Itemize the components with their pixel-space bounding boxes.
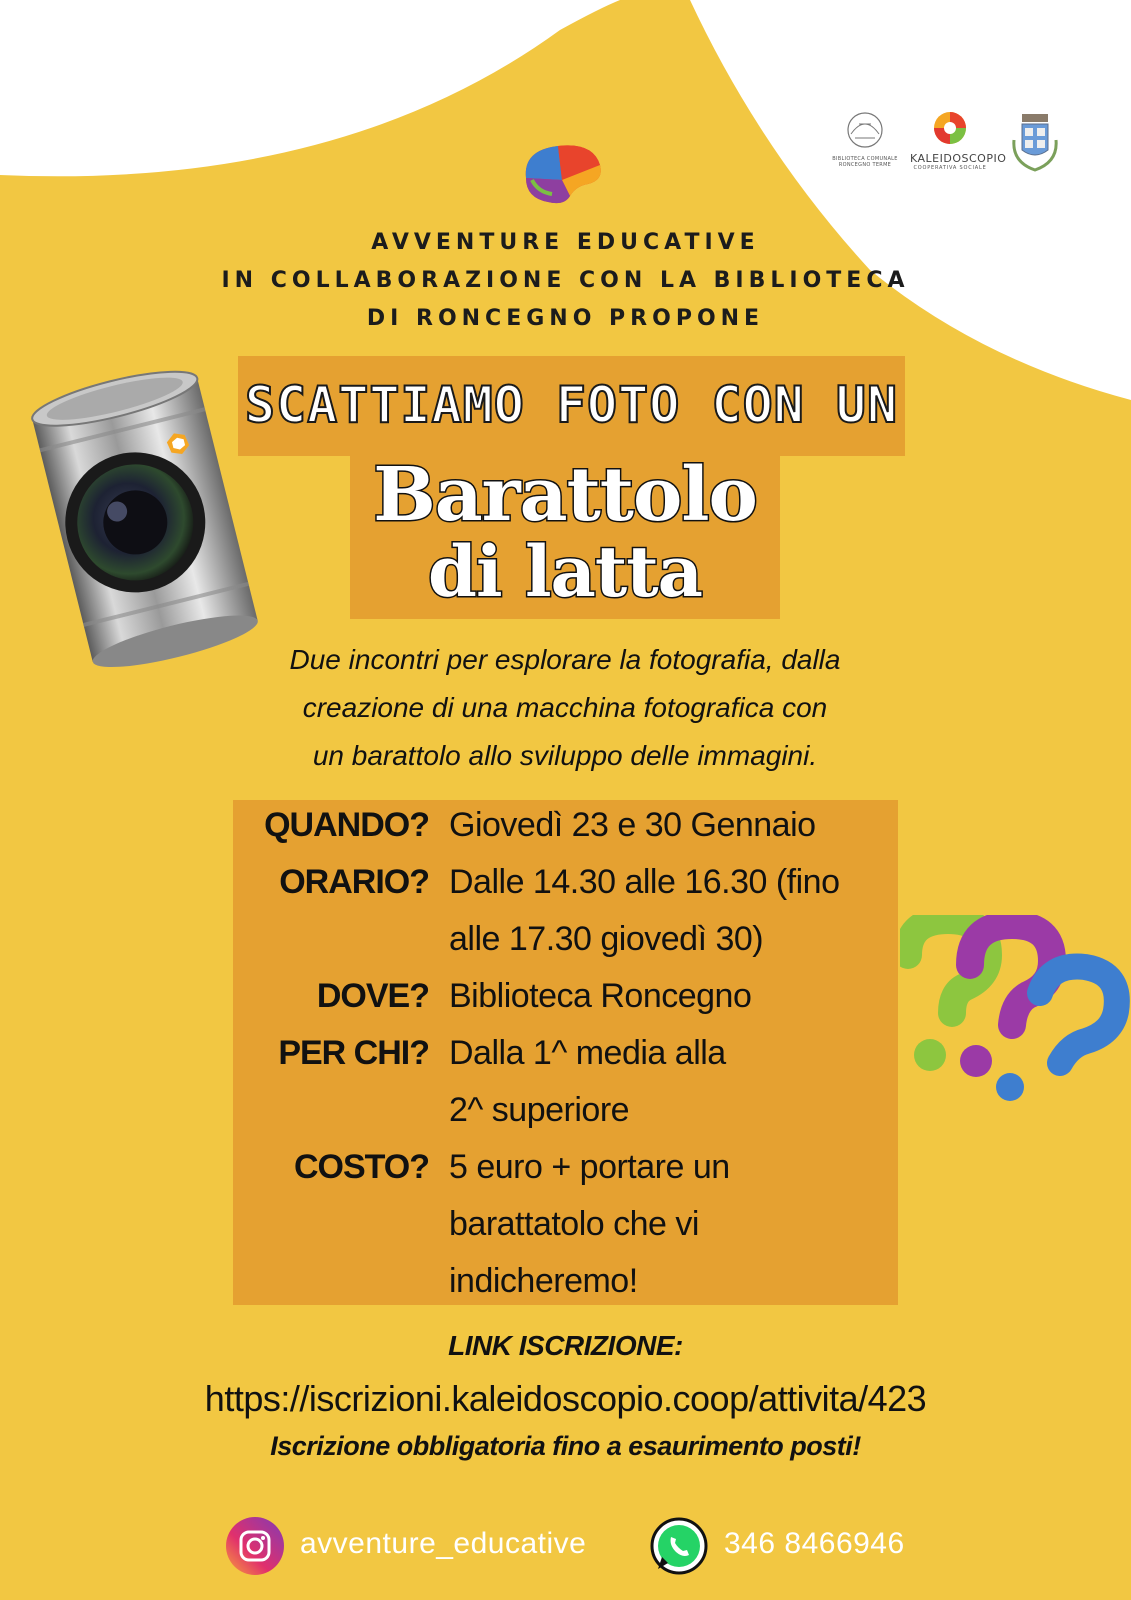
whatsapp-icon [650,1517,708,1575]
time-label: ORARIO? [279,863,429,901]
library-emblem-icon [835,110,895,152]
crest-icon [1008,110,1062,172]
instagram-handle: avventure_educative [300,1527,587,1560]
signup-title: LINK ISCRIZIONE: [448,1330,683,1361]
tin-can-camera-illustration [20,365,270,675]
intro-text [100,224,1031,338]
intro-line-3: DI RONCEGNO PROPONE [366,306,765,331]
description [230,636,900,780]
signup-link[interactable]: https://iscrizioni.kaleidoscopio.coop/attivita/423 [204,1378,927,1419]
municipality-crest [1005,110,1065,176]
description-line-3: un barattolo allo sviluppo delle immagini. [312,740,818,771]
when-value: Giovedì 23 e 30 Gennaio [449,806,816,844]
cost-value-1: 5 euro + portare un [449,1148,730,1186]
signup-note: Iscrizione obbligatoria fino a esaurimento posti! [270,1431,861,1461]
who-value-2: 2^ superiore [449,1091,630,1129]
cost-value-3: indicheremo! [449,1262,638,1300]
whatsapp-phone: 346 8466946 [724,1527,905,1560]
kaleidoscopio-logo [910,110,1007,171]
instagram-icon [226,1517,284,1575]
kaleidoscopio-icon [932,110,968,146]
kaleidoscopio-subtitle: COOPERATIVA SOCIALE [913,165,987,171]
cost-value-2: barattatolo che vi [449,1205,699,1243]
question-marks-illustration [900,915,1131,1105]
where-value: Biblioteca Roncegno [449,977,752,1015]
library-name: BIBLIOTECA COMUNALE [832,156,898,162]
partner-logos [830,110,1070,180]
title-line-1: Barattolo [373,452,757,538]
library-logo [830,110,900,168]
cost-label: COSTO? [293,1148,429,1186]
description-line-2: creazione di una macchina fotografica con [302,692,828,723]
kaleidoscopio-name: KALEIDOSCOPIO [910,152,1007,165]
intro-line-1: AVVENTURE EDUCATIVE [371,230,760,255]
who-value-1: Dalla 1^ media alla [449,1034,726,1072]
who-label: PER CHI? [278,1034,429,1072]
description-line-1: Due incontri per esplorare la fotografia, dalla [289,644,841,675]
when-label: QUANDO? [264,806,429,844]
where-label: DOVE? [316,977,429,1015]
library-place: RONCEGNO TERME [838,162,892,168]
avventure-educative-logo [518,140,608,210]
time-value-1: Dalle 14.30 alle 16.30 (fino [449,863,840,901]
title-line-2: di latta [428,530,702,613]
intro-line-2: IN COLLABORAZIONE CON LA BIBLIOTECA [221,268,910,293]
title-top: SCATTIAMO FOTO CON UN [244,376,899,434]
time-value-2: alle 17.30 giovedì 30) [449,920,764,958]
